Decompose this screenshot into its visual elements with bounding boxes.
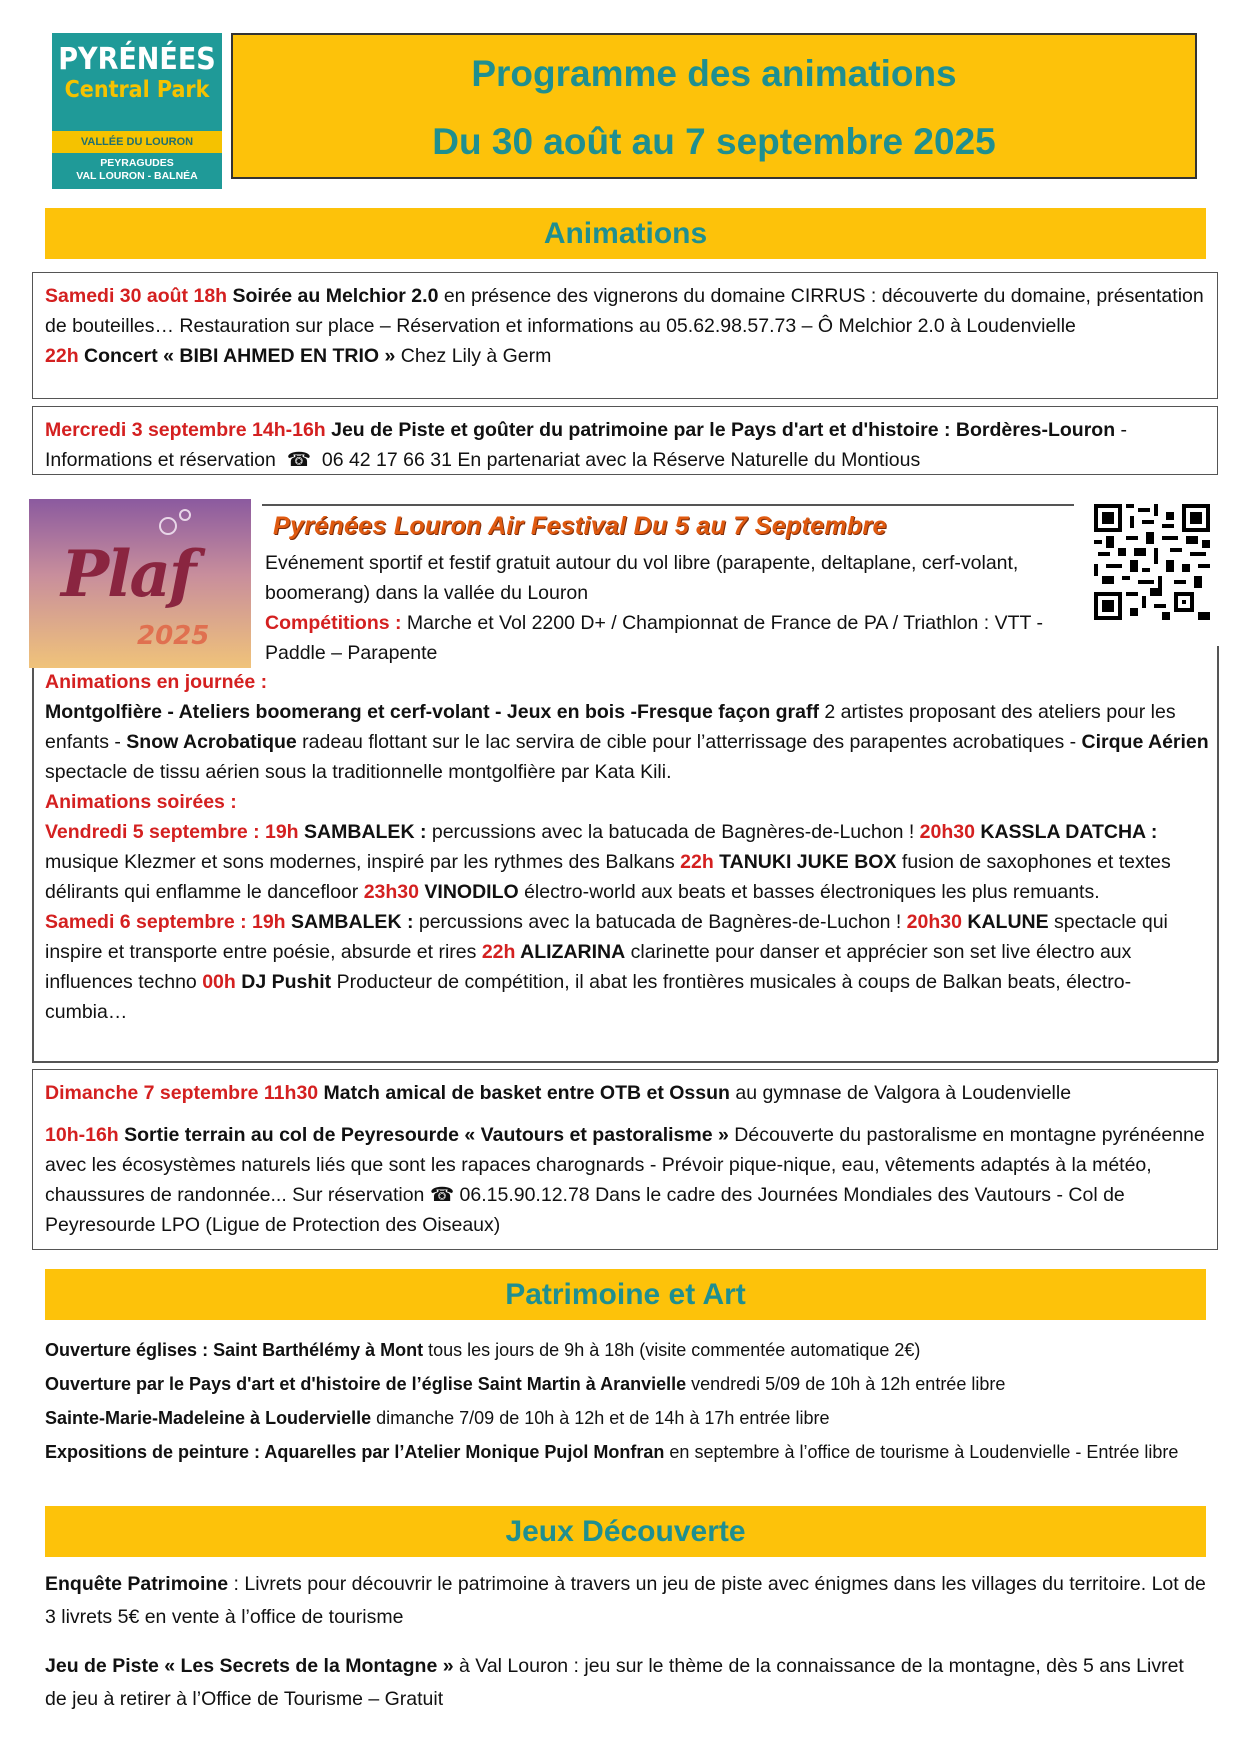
artist: SAMBALEK : — [298, 821, 427, 843]
day-text: spectacle de tissu aérien sous la traditionnelle montgolfière par Kata Kili. — [45, 761, 672, 783]
event-text: - Informations et réservation — [45, 419, 1128, 471]
list-item — [45, 1367, 1210, 1401]
time: 00h — [202, 971, 236, 993]
item-text: dimanche 7/09 de 10h à 12h et de 14h à 17h entrée libre — [371, 1408, 830, 1428]
logo-line-4b: VAL LOURON - BALNÉA — [76, 170, 198, 182]
artist: DJ Pushit — [235, 971, 332, 993]
item-title: Sainte-Marie-Madeleine à Loudervielle — [45, 1408, 372, 1428]
day-text: radeau flottant sur le lac servira de cible pour l’atterrissage des parapentes acrobatiques - — [296, 731, 1082, 753]
artist: KALUNE — [961, 911, 1049, 933]
evening-animations-label: Animations soirées : — [45, 791, 237, 813]
time: 23h30 — [363, 881, 419, 903]
artist: TANUKI JUKE BOX — [713, 851, 897, 873]
event-box-mercredi-3 — [32, 406, 1218, 475]
event-text: Découverte du pastoralisme en montagne pyrénéenne avec les écosystèmes naturels liés que sont les rapaces charognards - Prévoir pique-nique, eau, vêtements adaptés à la météo, chaussures de randonnée... Sur réservation — [45, 1124, 1205, 1206]
event-date: Dimanche 7 septembre 11h30 — [45, 1082, 319, 1104]
day-text: 2 artistes proposant des ateliers pour les enfants - — [45, 701, 1176, 753]
logo-line-4a: PEYRAGUDES — [100, 157, 174, 169]
item-title: Expositions de peinture : Aquarelles par l’Atelier Monique Pujol Monfran — [45, 1442, 665, 1462]
event-phone: 06 42 17 66 31 — [321, 449, 452, 471]
section-animations-heading: Animations — [45, 208, 1206, 259]
event-date: Samedi 30 août 18h — [45, 285, 228, 307]
event-text: au gymnase de Valgora à Loudenvielle — [729, 1082, 1072, 1104]
competitions-label: Compétitions : — [265, 612, 402, 634]
festival-intro-text: Evénement sportif et festif gratuit autour du vol libre (parapente, deltaplane, cerf-volant, boomerang) dans la vallée du Louron — [265, 552, 1019, 604]
artist-text: percussions avec la batucada de Bagnères-de-Luchon ! — [413, 911, 907, 933]
item-text: en septembre à l’office de tourisme à Loudenvielle - Entrée libre — [664, 1442, 1179, 1462]
artist-text: percussions avec la batucada de Bagnères-de-Luchon ! — [426, 821, 920, 843]
event-box-dimanche-7 — [32, 1069, 1218, 1250]
section-jeux-heading: Jeux Découverte — [45, 1506, 1206, 1557]
phone-icon: ☎ — [286, 449, 311, 471]
item-text: à Val Louron : jeu sur le thème de la connaissance de la montagne, dès 5 ans Livret de jeu à retirer à l’Office de Tourisme – Gratuit — [45, 1655, 1184, 1710]
event-text: En partenariat avec la Réserve Naturelle du Montious — [451, 449, 921, 471]
time: 22h — [680, 851, 714, 873]
page-subtitle: Du 30 août au 7 septembre 2025 — [432, 121, 996, 162]
event-title: Sortie terrain au col de Peyresourde « Vautours et pastoralisme » — [118, 1124, 729, 1146]
time: 22h — [481, 941, 516, 963]
event-title: Match amical de basket entre OTB et Ossun — [318, 1082, 730, 1104]
page-title: Programme des animations — [471, 53, 957, 94]
artist-text: clarinette pour danser et apprécier son set live électro aux influences techno — [45, 941, 1132, 993]
item-title: Jeu de Piste « Les Secrets de la Montagne » — [45, 1655, 454, 1677]
item-text: vendredi 5/09 de 10h à 12h entrée libre — [686, 1374, 1006, 1394]
day-activity: Snow Acrobatique — [126, 731, 297, 753]
list-item — [45, 1437, 1210, 1467]
logo-line-4 — [52, 157, 222, 183]
festival-details — [45, 667, 1213, 1027]
list-item — [45, 1333, 1210, 1367]
time: 20h30 — [919, 821, 975, 843]
section-patrimoine-heading: Patrimoine et Art — [45, 1269, 1206, 1320]
balloon-icon — [179, 509, 191, 521]
day-activity: Cirque Aérien — [1081, 731, 1209, 753]
balloon-icon — [159, 517, 177, 535]
event-time: 22h — [45, 345, 79, 367]
artist-text: musique Klezmer et sons modernes, inspiré par les rythmes des Balkans — [45, 851, 681, 873]
plaf-2025-logo — [29, 499, 251, 668]
jeux-list — [45, 1568, 1210, 1716]
friday-date: Vendredi 5 septembre : 19h — [45, 821, 299, 843]
artist: SAMBALEK : — [285, 911, 414, 933]
festival-right-border — [1217, 646, 1219, 1062]
artist: KASSLA DATCHA : — [974, 821, 1158, 843]
item-text: : Livrets pour découvrir le patrimoine à travers un jeu de piste avec énigmes dans les villages du territoire. Lot de 3 livrets 5€ en vente à l’office de tourisme — [45, 1573, 1206, 1628]
competitions-text: Marche et Vol 2200 D+ / Championnat de France de PA / Triathlon : VTT - Paddle – Parapente — [265, 612, 1043, 664]
patrimoine-list — [45, 1333, 1210, 1467]
logo-band: VALLÉE DU LOURON — [52, 131, 222, 153]
event-title: Jeu de Piste et goûter du patrimoine par le Pays d'art et d'histoire : Bordères-Louron — [325, 419, 1116, 441]
saturday-date: Samedi 6 septembre : 19h — [45, 911, 286, 933]
item-text: tous les jours de 9h à 18h (visite commentée automatique 2€) — [423, 1340, 921, 1360]
plaf-logo-year: 2025 — [137, 621, 210, 651]
item-title: Ouverture églises : Saint Barthélémy à Mont — [45, 1340, 424, 1360]
festival-top-divider — [262, 504, 1074, 506]
day-animations-label: Animations en journée : — [45, 671, 268, 693]
logo-line-1: PYRÉNÉES — [58, 42, 216, 77]
festival-bottom-border — [32, 1061, 1218, 1063]
artist: ALIZARINA — [515, 941, 626, 963]
plaf-logo-text: Plaf — [61, 537, 195, 612]
event-box-samedi-30 — [32, 272, 1218, 399]
festival-left-border — [32, 668, 34, 1062]
event-text: Dans le cadre des Journées Mondiales des Vautours - Col de Peyresourde LPO (Ligue de Protection des Oiseaux) — [45, 1184, 1125, 1236]
item-title: Enquête Patrimoine — [45, 1573, 229, 1595]
festival-title: Pyrénées Louron Air Festival Du 5 au 7 Septembre — [273, 512, 887, 540]
event-text: en présence des vignerons du domaine CIRRUS : découverte du domaine, présentation de bouteilles… Restauration sur place – Réservation et informations au 05.62.98.57.73 – Ô Melchior 2.0 à Loudenvielle — [45, 285, 1204, 337]
title-box — [231, 33, 1197, 179]
list-item — [45, 1401, 1210, 1435]
item-title: Ouverture par le Pays d'art et d'histoire de l’église Saint Martin à Aranvielle — [45, 1374, 687, 1394]
event-date: Mercredi 3 septembre 14h-16h — [45, 419, 326, 441]
event-title: Concert « BIBI AHMED EN TRIO » — [78, 345, 396, 367]
list-item — [45, 1568, 1210, 1634]
logo-line-2: Central Park — [64, 77, 210, 103]
artist-text: Producteur de compétition, il abat les frontières musicales à coups de Balkan beats, électro-cumbia… — [45, 971, 1132, 1023]
artist-text: fusion de saxophones et textes délirants qui enflamme le dancefloor — [45, 851, 1171, 903]
list-item — [45, 1650, 1210, 1716]
time: 20h30 — [906, 911, 962, 933]
qr-code-icon — [1094, 504, 1210, 620]
phone-icon: ☎ — [429, 1184, 455, 1206]
event-time: 10h-16h — [45, 1124, 119, 1146]
pyrenees-central-park-logo — [52, 33, 222, 189]
event-phone: 06.15.90.12.78 — [459, 1184, 590, 1206]
artist-text: électro-world aux beats et basses électroniques les plus remuants. — [518, 881, 1100, 903]
artist: VINODILO — [418, 881, 519, 903]
day-activities: Montgolfière - Ateliers boomerang et cerf-volant - Jeux en bois -Fresque façon graff — [45, 701, 819, 723]
festival-intro — [265, 548, 1065, 668]
event-title: Soirée au Melchior 2.0 — [232, 285, 439, 307]
artist-text: spectacle qui inspire et transporte entre poésie, absurde et rires — [45, 911, 1168, 963]
event-text: Chez Lily à Germ — [395, 345, 552, 367]
